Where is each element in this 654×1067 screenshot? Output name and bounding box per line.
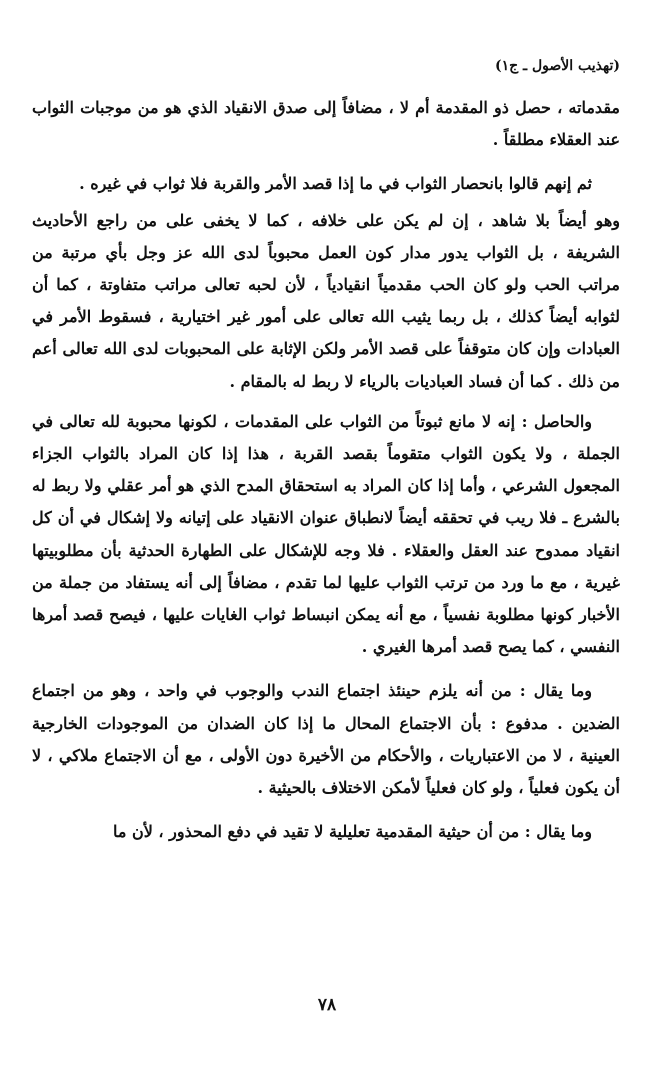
body-text <box>32 92 620 848</box>
paragraph-claim: ثم إنهم قالوا بانحصار الثواب في ما إذا قصد الأمر والقربة فلا ثواب في غيره . <box>79 174 592 194</box>
page-number: ٧٨ <box>317 995 337 1015</box>
paragraph-conclusion: والحاصل : إنه لا مانع ثبوتاً من الثواب على المقدمات ، لكونها محبوبة لله تعالى في الجملة ، ولا يكون الثواب متقوماً بقصد القربة ، هذا إذا كان المراد بالثواب الجزاء المجعول الشرعي ، وأما إذا كان المراد به استحقاق المدح الذي هو أمر عقلي ولا ربط له بالشرع ـ فلا ريب في تحققه أيضاً لانطباق عنوان الانقياد على إتيانه ولا إشكال في أن كل انقياد ممدوح عند العقل والعقلاء . فلا وجه للإشكال على الطهارة الحدثية بأن مطلوبيتها غيرية ، مع ما ورد من ترتب الثواب عليها لما تقدم ، مضافاً إلى أنه يستفاد من جملة من الأخبار كونها مطلوبة نفسياً ، مع أنه يمكن انبساط ثواب الغايات عليها ، فيصح قصد أمرها النفسي ، كما يصح قصد أمرها الغيري . <box>32 411 621 657</box>
paragraph-objection-1: وما يقال : من أنه يلزم حينئذ اجتماع الندب والوجوب في واحد ، وهو من اجتماع الضدين . مدفوع : بأن الاجتماع المحال ما إذا كان الضدان من الموجودات الخارجية العينية ، لا من الاعتباريات ، والأحكام من الأخيرة دون الأولى ، مع أن الاجتماع ملاكي ، لا أن يكون فعلياً ، ولو كان فعلياً لأمكن الاختلاف بالحيثية . <box>32 681 620 798</box>
paragraph-response: وهو أيضاً بلا شاهد ، إن لم يكن على خلافه ، كما لا يخفى على من راجع الأحاديث الشريفة ، بل الثواب يدور مدار كون العمل محبوباً لدى الله عز وجل بأي مرتبة من مراتب الحب ولو كان الحب مقدمياً انقيادياً ، لأن لحبه تعالى مراتب متفاوتة ، كما أن لثوابه أيضاً كذلك ، بل ربما يثيب الله تعالى على أمور غير اختيارية ، فسقوط الأمر في العبادات وإن كان متوقفاً على قصد الأمر ولكن الإثابة على المحبوبات لدى الله تعالى أعم من ذلك . كما أن فساد العباديات بالرياء لا ربط له بالمقام . <box>32 210 620 391</box>
running-header: (تهذيب الأصول ـ ج١) <box>494 58 620 74</box>
paragraph-objection-2: وما يقال : من أن حيثية المقدمية تعليلية لا تقيد في دفع المحذور ، لأن ما <box>112 822 592 842</box>
paragraph-continuation: مقدماته ، حصل ذو المقدمة أم لا ، مضافاً إلى صدق الانقياد الذي هو من موجبات الثواب عند العقلاء مطلقاً . <box>32 98 620 150</box>
